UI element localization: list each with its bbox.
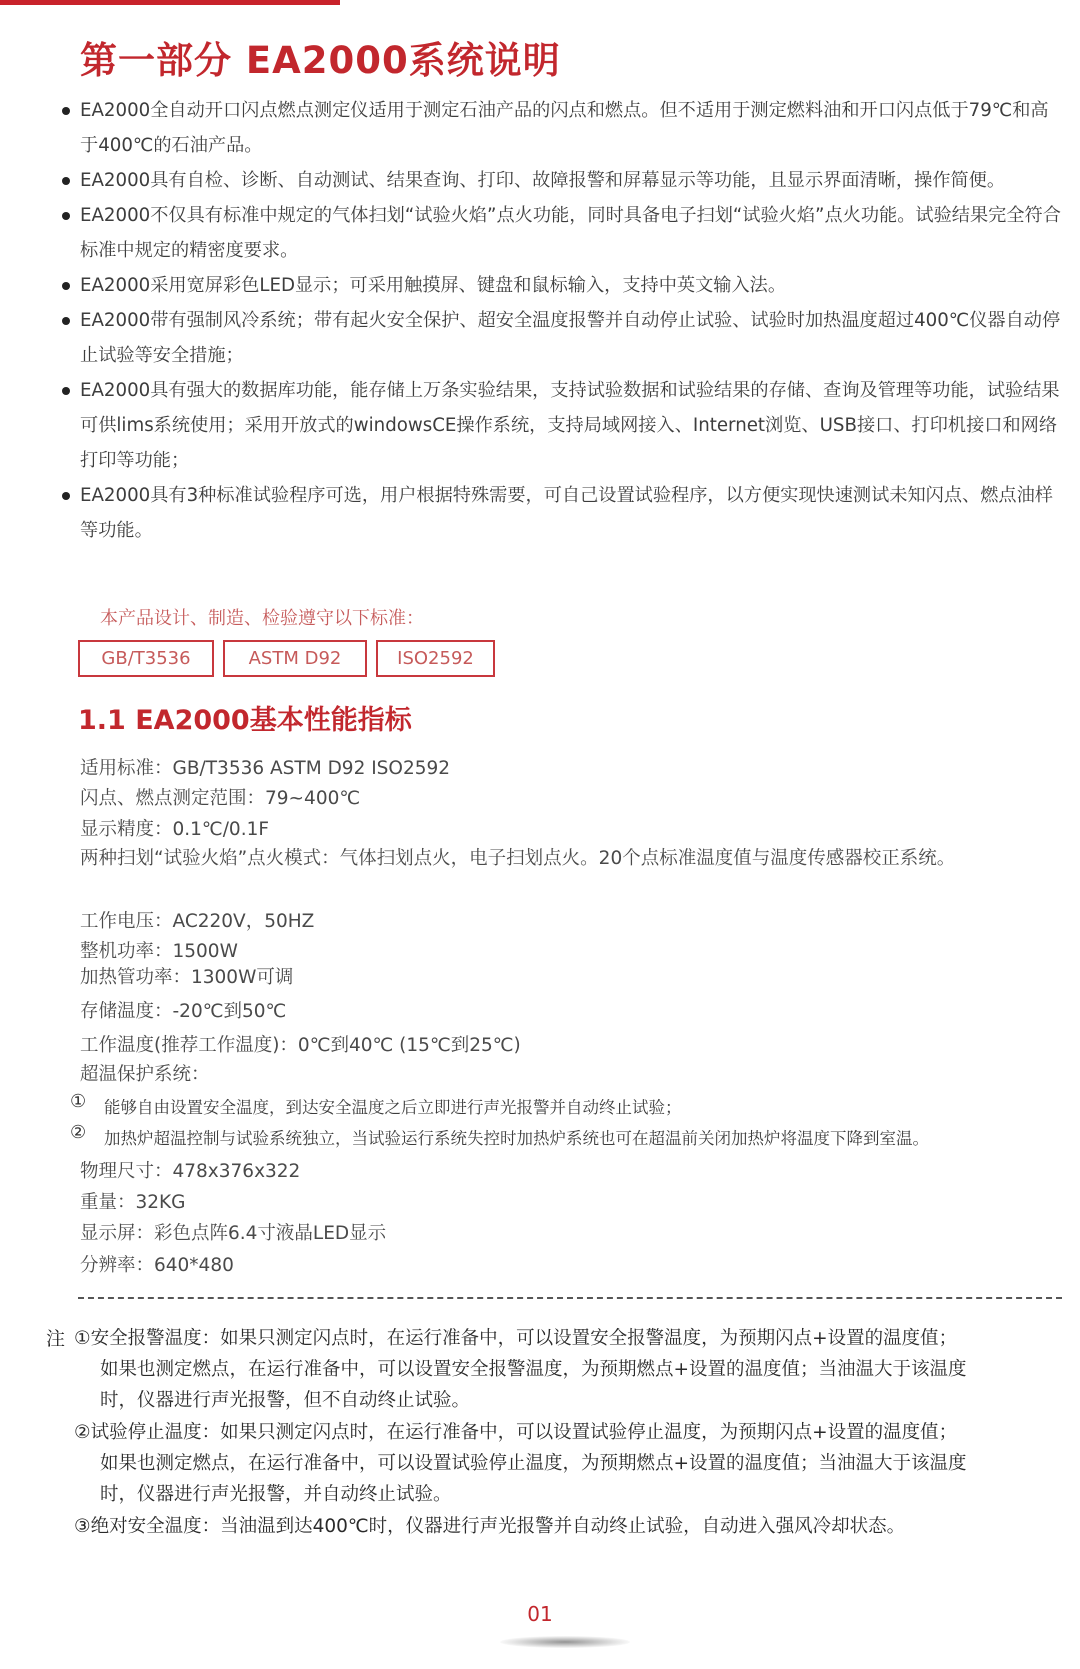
standard-badge-gb: GB/T3536 — [78, 640, 214, 677]
spec-line: 工作电压：AC220V，50HZ — [80, 911, 315, 932]
note-line: ①安全报警温度：如果只测定闪点时，在运行准备中，可以设置安全报警温度，为预期闪点+设置的温度值； — [74, 1328, 958, 1349]
note-line: 如果也测定燃点，在运行准备中，可以设置安全报警温度，为预期燃点+设置的温度值；当油温大于该温度 — [100, 1359, 967, 1380]
spec-line: 适用标准：GB/T3536 ASTM D92 ISO2592 — [80, 758, 451, 779]
spec-line: 超温保护系统： — [80, 1064, 210, 1085]
spec-line: 重量：32KG — [80, 1192, 186, 1213]
standard-badge-astm: ASTM D92 — [223, 640, 367, 677]
spec-line: 显示屏：彩色点阵6.4寸液晶LED显示 — [80, 1223, 387, 1244]
feature-item — [62, 303, 1062, 373]
feature-text: EA2000不仅具有标准中规定的气体扫划“试验火焰”点火功能，同时具备电子扫划“试验火焰”点火功能。试验结果完全符合标准中规定的精密度要求。 — [80, 205, 1061, 261]
spec-line: 加热管功率：1300W可调 — [80, 967, 294, 988]
bullet-icon — [62, 177, 70, 185]
page-title: 第一部分 EA2000系统说明 — [80, 39, 561, 82]
top-accent-bar — [0, 0, 340, 5]
spec-line: 存储温度：-20℃到50℃ — [80, 1001, 287, 1022]
spec-line: 闪点、燃点测定范围：79~400℃ — [80, 788, 361, 809]
feature-text: EA2000带有强制风冷系统；带有起火安全保护、超安全温度报警并自动停止试验、试验时加热温度超过400℃仪器自动停止试验等安全措施； — [80, 310, 1061, 366]
note-line: ②试验停止温度：如果只测定闪点时，在运行准备中，可以设置试验停止温度，为预期闪点+设置的温度值； — [74, 1422, 958, 1443]
protection-item: 加热炉超温控制与试验系统独立，当试验运行系统失控时加热炉系统也可在超温前关闭加热炉将温度下降到室温。 — [104, 1129, 929, 1148]
spec-line: 分辨率：640*480 — [80, 1255, 234, 1276]
section-title: 1.1 EA2000基本性能指标 — [78, 705, 412, 736]
bullet-icon — [62, 282, 70, 290]
feature-item — [62, 163, 1062, 198]
standards-intro: 本产品设计、制造、检验遵守以下标准： — [100, 608, 424, 629]
feature-item — [62, 93, 1062, 163]
bullet-icon — [62, 107, 70, 115]
standard-badge-iso: ISO2592 — [376, 640, 495, 677]
note-line: 时，仪器进行声光报警，但不自动终止试验。 — [100, 1390, 471, 1411]
feature-text: EA2000全自动开口闪点燃点测定仪适用于测定石油产品的闪点和燃点。但不适用于测定燃料油和开口闪点低于79℃和高于400℃的石油产品。 — [80, 100, 1049, 156]
feature-item — [62, 198, 1062, 268]
bullet-icon — [62, 492, 70, 500]
feature-list — [62, 93, 1062, 548]
feature-text: EA2000具有自检、诊断、自动测试、结果查询、打印、故障报警和屏幕显示等功能，且显示界面清晰，操作简便。 — [80, 170, 1006, 191]
bullet-icon — [62, 212, 70, 220]
spec-line: 工作温度(推荐工作温度)：0℃到40℃ (15℃到25℃) — [80, 1035, 521, 1056]
spec-line: 整机功率：1500W — [80, 941, 238, 962]
spec-line: 两种扫划“试验火焰”点火模式：气体扫划点火，电子扫划点火。20个点标准温度值与温度传感器校正系统。 — [80, 848, 956, 869]
protection-item: 能够自由设置安全温度，到达安全温度之后立即进行声光报警并自动终止试验； — [104, 1098, 682, 1117]
bullet-icon — [62, 317, 70, 325]
spec-line: 物理尺寸：478x376x322 — [80, 1161, 301, 1182]
spec-line: 显示精度：0.1℃/0.1F — [80, 819, 269, 840]
note-line: ③绝对安全温度：当油温到达400℃时，仪器进行声光报警并自动终止试验，自动进入强风冷却状态。 — [74, 1516, 906, 1537]
feature-text: EA2000具有3种标准试验程序可选，用户根据特殊需要，可自己设置试验程序，以方便实现快速测试未知闪点、燃点油样等功能。 — [80, 485, 1053, 541]
feature-text: EA2000具有强大的数据库功能，能存储上万条实验结果，支持试验数据和试验结果的存储、查询及管理等功能，试验结果可供lims系统使用；采用开放式的windowsCE操作系统，支持局域网接入、Internet浏览、USB接口、打印机接口和网络打印等功能； — [80, 380, 1060, 471]
feature-text: EA2000采用宽屏彩色LED显示；可采用触摸屏、键盘和鼠标输入，支持中英文输入法。 — [80, 275, 787, 296]
feature-item — [62, 478, 1062, 548]
note-line: 时，仪器进行声光报警，并自动终止试验。 — [100, 1484, 452, 1505]
bullet-icon — [62, 387, 70, 395]
note-line: 如果也测定燃点，在运行准备中，可以设置试验停止温度，为预期燃点+设置的温度值；当油温大于该温度 — [100, 1453, 967, 1474]
note-label: 注 — [46, 1328, 66, 1350]
section-divider — [78, 1297, 1062, 1299]
feature-item — [62, 268, 1062, 303]
page-number: 01 — [527, 1602, 553, 1626]
page-number-shadow — [500, 1636, 630, 1648]
feature-item — [62, 373, 1062, 478]
circled-number: ① — [70, 1091, 87, 1112]
circled-number: ② — [70, 1122, 87, 1143]
